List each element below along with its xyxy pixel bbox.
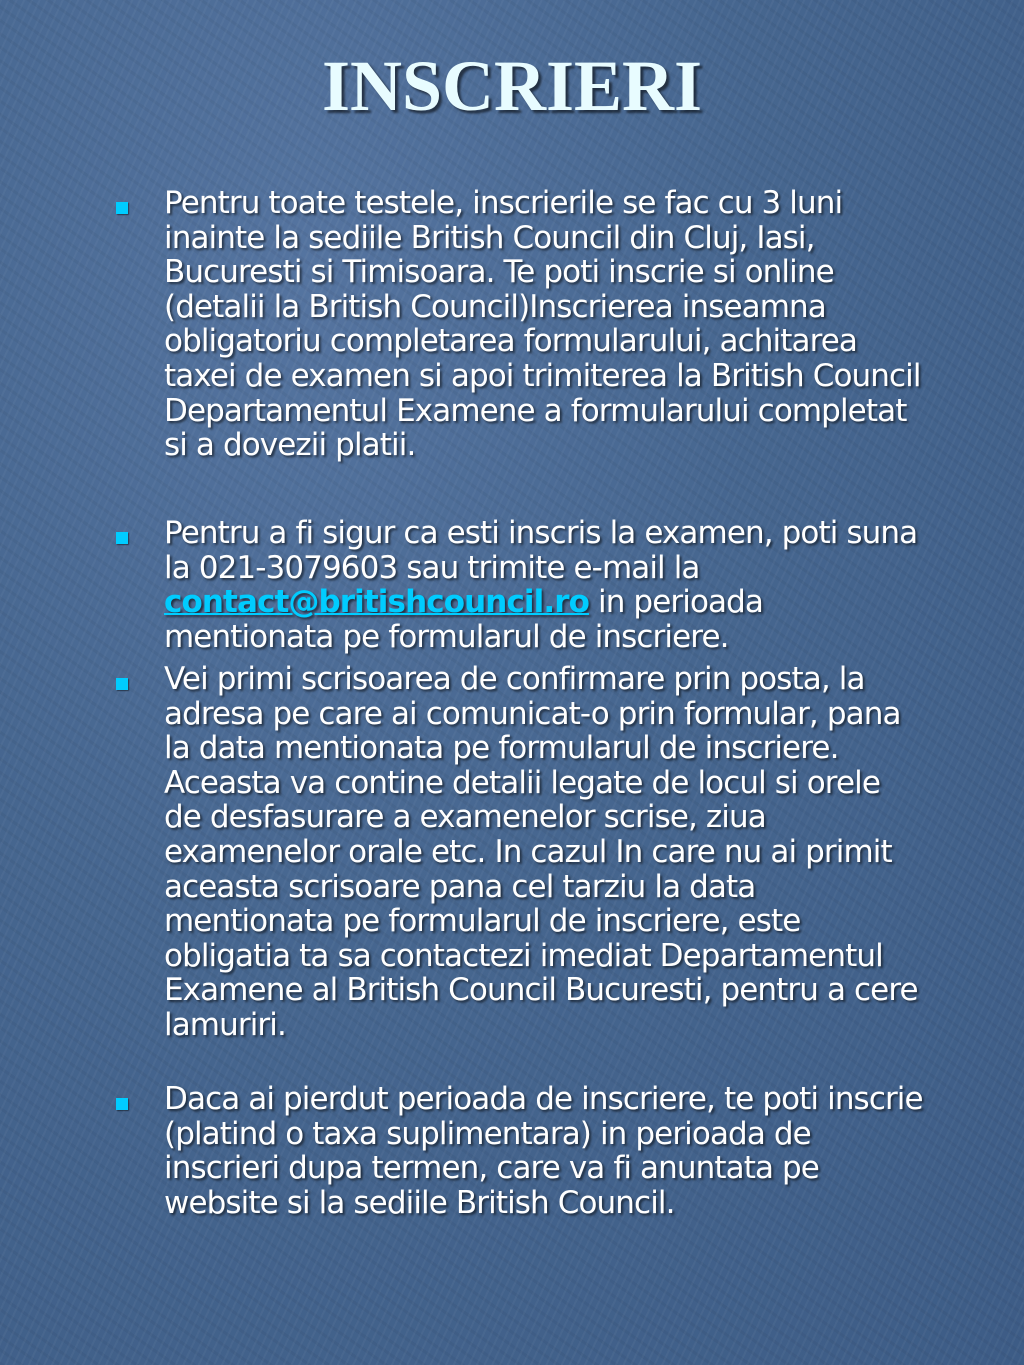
square-bullet-icon (116, 1098, 128, 1110)
bullet-item-contact (0, 516, 1024, 662)
bullet-text: Vei primi scrisoarea de confirmare prin posta, la adresa pe care ai comunicat-o prin formular, pana la data mentionata pe formularul de inscriere. Aceasta va contine detalii legate de locul si orele de desfasurare a examenelor scrise, ziua examenelor orale etc. In cazul In care nu ai primit aceasta scrisoare pana cel tarziu la data mentionata pe formularul de inscriere, este obligatia ta sa contactezi imediat Departamentul Examene al British Council Bucuresti, pentru a cere lamuriri. (164, 661, 918, 1043)
bullet-item-registration (0, 186, 1024, 516)
square-bullet-icon (116, 532, 128, 544)
slide-title: INSCRIERI (321, 46, 703, 126)
square-bullet-icon (116, 678, 128, 690)
bullet-text: Pentru toate testele, inscrierile se fac cu 3 luni inainte la sediile British Council din Cluj, Iasi, Bucuresti si Timisoara. Te poti inscrie si online (detalii la British Council)Inscrierea inseamna obligatoriu completarea formularului, achitarea taxei de examen si apoi trimiterea la British Council Departamentul Examene a formularului completat si a dovezii platii. (164, 185, 921, 464)
bullet-text-after-link: in perioada mentionata pe formularul de inscriere. (164, 584, 763, 655)
bullet-item-confirmation-letter (0, 662, 1024, 1082)
bullet-text-before-link: Pentru a fi sigur ca esti inscris la examen, poti suna la 021-3079603 sau trimite e-mail la (164, 515, 918, 586)
bullet-text: Daca ai pierdut perioada de inscriere, te poti inscrie (platind o taxa suplimentara) in perioada de inscrieri dupa termen, care va fi anuntata pe website si la sediile British Council. (164, 1081, 923, 1221)
bullet-text (164, 516, 924, 654)
email-link[interactable]: contact@britishcouncil.ro (164, 584, 590, 621)
bullet-item-late-registration (0, 1082, 1024, 1262)
square-bullet-icon (116, 202, 128, 214)
bullet-list (0, 186, 1024, 1262)
